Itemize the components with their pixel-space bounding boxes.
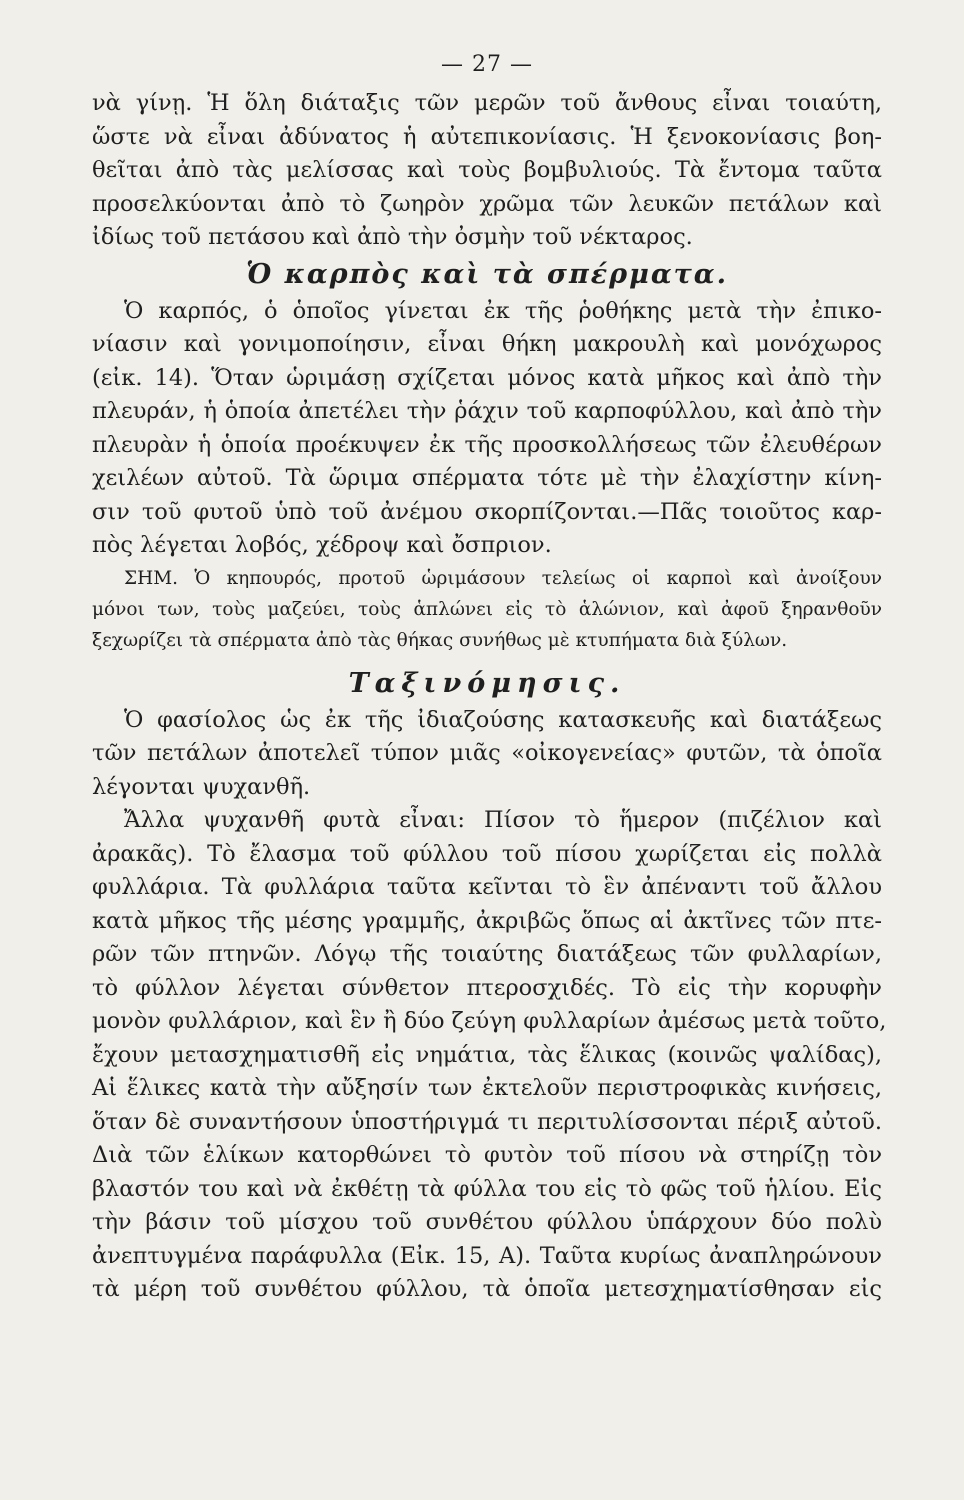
text-line: ὅταν δὲ συναντήσουν ὑποστήριγμά τι περιτυλίσσονται πέριξ αὐτοῦ.	[92, 1108, 882, 1135]
book-page	[92, 52, 887, 1307]
text-line: πὸς λέγεται λοβός, χέδροψ καὶ ὄσπριον.	[92, 532, 552, 558]
text-line: λέγονται ψυχανθῆ.	[92, 773, 311, 800]
text-line: Ὁ φασίολος ὡς ἐκ τῆς ἰδιαζούσης κατασκευῆς καὶ διατάξεως	[124, 706, 882, 733]
section-heading-classification: Ταξινόμησις.	[348, 667, 626, 699]
text-line: ρῶν τῶν πτηνῶν. Λόγῳ τῆς τοιαύτης διατάξεως τῶν φυλλαρίων,	[92, 941, 882, 967]
text-line: ὥστε νὰ εἶναι ἀδύνατος ἡ αὐτεπικονίασις. Ἡ ξενοκονίασις βοη-	[92, 123, 882, 150]
text-line: χειλέων αὐτοῦ. Τὰ ὥριμα σπέρματα τότε μὲ τὴν ἐλαχίστην κίνη-	[92, 465, 882, 491]
text-line: προσελκύονται ἀπὸ τὸ ζωηρὸν χρῶμα τῶν λευκῶν πετάλων καὶ	[92, 190, 882, 217]
text-line: Αἱ ἕλικες κατὰ τὴν αὔξησίν των ἐκτελοῦν περιστροφικὰς κινήσεις,	[92, 1075, 882, 1101]
text-line: θεῖται ἀπὸ τὰς μελίσσας καὶ τοὺς βομβυλιούς. Τὰ ἔντομα ταῦτα	[92, 157, 882, 183]
text-line: σιν τοῦ φυτοῦ ὑπὸ τοῦ ἀνέμου σκορπίζονται.—Πᾶς τοιοῦτος καρ-	[92, 498, 882, 525]
text-line: τὰ μέρη τοῦ συνθέτου φύλλου, τὰ ὁποῖα μετεσχηματίσθησαν εἰς	[92, 1276, 882, 1302]
text-line: τὴν βάσιν τοῦ μίσχου τοῦ συνθέτου φύλλου ὑπάρχουν δύο πολὺ	[92, 1209, 882, 1235]
note-line: ξεχωρίζει τὰ σπέρματα ἀπὸ τὰς θήκας συνήθως μὲ κτυπήματα διὰ ξύλων.	[92, 629, 788, 651]
text-line: μονὸν φυλλάριον, καὶ ἓν ἢ δύο ζεύγη φυλλαρίων ἀμέσως μετὰ τοῦτο,	[92, 1008, 887, 1034]
text-line: ἰδίως τοῦ πετάσου καὶ ἀπὸ τὴν ὀσμὴν τοῦ νέκταρος.	[92, 224, 693, 250]
text-line: κατὰ μῆκος τῆς μέσης γραμμῆς, ἀκριβῶς ὅπως αἱ ἀκτῖνες τῶν πτε-	[92, 907, 882, 934]
note-line: ΣΗΜ. Ὁ κηπουρός, προτοῦ ὡριμάσουν τελείως οἱ καρποὶ καὶ ἀνοίξουν	[124, 567, 882, 589]
text-line: φυλλάρια. Τὰ φυλλάρια ταῦτα κεῖνται τὸ ἓν ἀπέναντι τοῦ ἄλλου	[92, 874, 882, 900]
text-line: ἀρακᾶς). Τὸ ἔλασμα τοῦ φύλλου τοῦ πίσου χωρίζεται εἰς πολλὰ	[92, 840, 882, 867]
text-line: ἔχουν μετασχηματισθῆ εἰς νημάτια, τὰς ἕλικας (κοινῶς ψαλίδας),	[92, 1041, 882, 1068]
text-line: πλευρὰν ἡ ὁποία προέκυψεν ἐκ τῆς προσκολλήσεως τῶν ἐλευθέρων	[92, 431, 882, 458]
text-line: νίασιν καὶ γονιμοποίησιν, εἶναι θήκη μακρουλὴ καὶ μονόχωρος	[92, 331, 882, 357]
text-line: (εἰκ. 14). Ὅταν ὡριμάσῃ σχίζεται μόνος κατὰ μῆκος καὶ ἀπὸ τὴν	[92, 364, 882, 391]
text-line: πλευράν, ἡ ὁποία ἀπετέλει τὴν ῥάχιν τοῦ καρποφύλλου, καὶ ἀπὸ τὴν	[92, 398, 882, 424]
text-line: Ἄλλα ψυχανθῆ φυτὰ εἶναι: Πίσον τὸ ἥμερον (πιζέλιον καὶ	[124, 807, 882, 833]
text-line: νὰ γίνῃ. Ἡ ὅλη διάταξις τῶν μερῶν τοῦ ἄνθους εἶναι τοιαύτη,	[92, 90, 882, 116]
text-line: τὸ φύλλον λέγεται σύνθετον πτεροσχιδές. Τὸ εἰς τὴν κορυφὴν	[92, 974, 882, 1001]
text-line: Ὁ καρπός, ὁ ὁποῖος γίνεται ἐκ τῆς ῥοθήκης μετὰ τὴν ἐπικο-	[124, 297, 882, 324]
note-line: μόνοι των, τοὺς μαζεύει, τοὺς ἁπλώνει εἰς τὸ ἁλώνιον, καὶ ἀφοῦ ξηρανθοῦν	[92, 598, 882, 620]
text-line: Διὰ τῶν ἑλίκων κατορθώνει τὸ φυτὸν τοῦ πίσου νὰ στηρίζῃ τὸν	[92, 1142, 882, 1168]
page-number: — 27 —	[441, 52, 533, 77]
text-line: βλαστόν του καὶ νὰ ἐκθέτῃ τὰ φύλλα του εἰς τὸ φῶς τοῦ ἡλίου. Εἰς	[92, 1175, 882, 1202]
text-line: ἀνεπτυγμένα παράφυλλα (Εἰκ. 15, Α). Ταῦτα κυρίως ἀναπληρώνουν	[92, 1242, 882, 1269]
text-line: τῶν πετάλων ἀποτελεῖ τύπον μιᾶς «οἰκογενείας» φυτῶν, τὰ ὁποῖα	[92, 740, 882, 766]
section-heading-fruit: Ὁ καρπὸς καὶ τὰ σπέρματα.	[246, 258, 728, 290]
